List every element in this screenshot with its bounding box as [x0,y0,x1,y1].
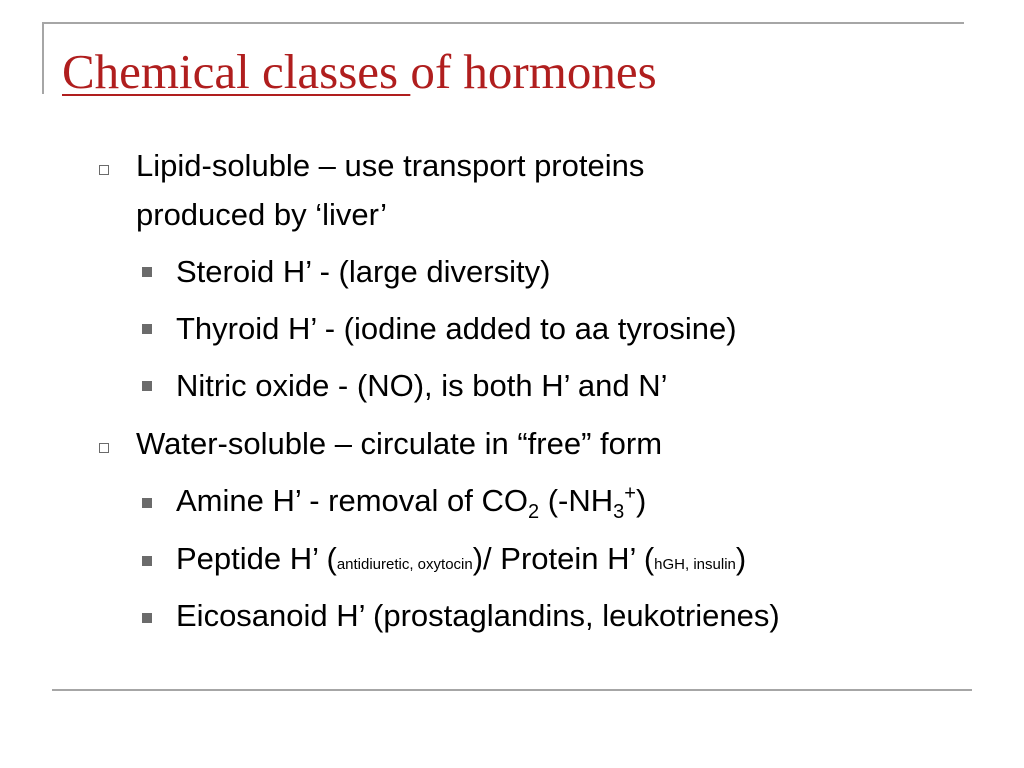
slide-title-underlined: Chemical classes [62,44,411,99]
bullet-lipid-soluble-line1: Lipid-soluble – use transport proteins [136,148,645,183]
hollow-square-bullet-icon [99,165,109,175]
peptide-text-1: Peptide H’ ( [176,541,337,576]
bullet-peptide [176,538,746,586]
amine-text-3: ) [635,483,647,518]
bullet-amine [176,480,646,522]
filled-square-bullet-icon [142,498,152,508]
peptide-examples: antidiuretic, oxytocin [336,556,473,573]
slide-title-rest: of hormones [410,44,657,99]
amine-text-2: (-NH [539,483,614,518]
filled-square-bullet-icon [142,613,152,623]
protein-examples: hGH, insulin [654,556,736,573]
bullet-eicosanoid: Eicosanoid H’ (prostaglandins, leukotrienes) [176,598,780,633]
filled-square-bullet-icon [142,267,152,277]
amine-sup-plus: + [624,482,636,505]
hollow-square-bullet-icon [99,443,109,453]
filled-square-bullet-icon [142,556,152,566]
bullet-lipid-soluble-line2: produced by ‘liver’ [136,197,387,232]
amine-text-1: Amine H’ - removal of CO [176,483,528,518]
amine-sub-3: 3 [613,501,625,524]
peptide-text-2: )/ Protein H’ ( [472,541,655,576]
bullet-nitric-oxide: Nitric oxide - (NO), is both H’ and N’ [176,368,668,403]
peptide-text-3: ) [735,541,747,576]
bullet-water-soluble: Water-soluble – circulate in “free” form [136,426,663,461]
filled-square-bullet-icon [142,324,152,334]
amine-sub-2: 2 [528,501,540,524]
filled-square-bullet-icon [142,381,152,391]
bullet-steroid: Steroid H’ - (large diversity) [176,254,551,289]
bullet-thyroid: Thyroid H’ - (iodine added to aa tyrosine) [176,311,737,346]
